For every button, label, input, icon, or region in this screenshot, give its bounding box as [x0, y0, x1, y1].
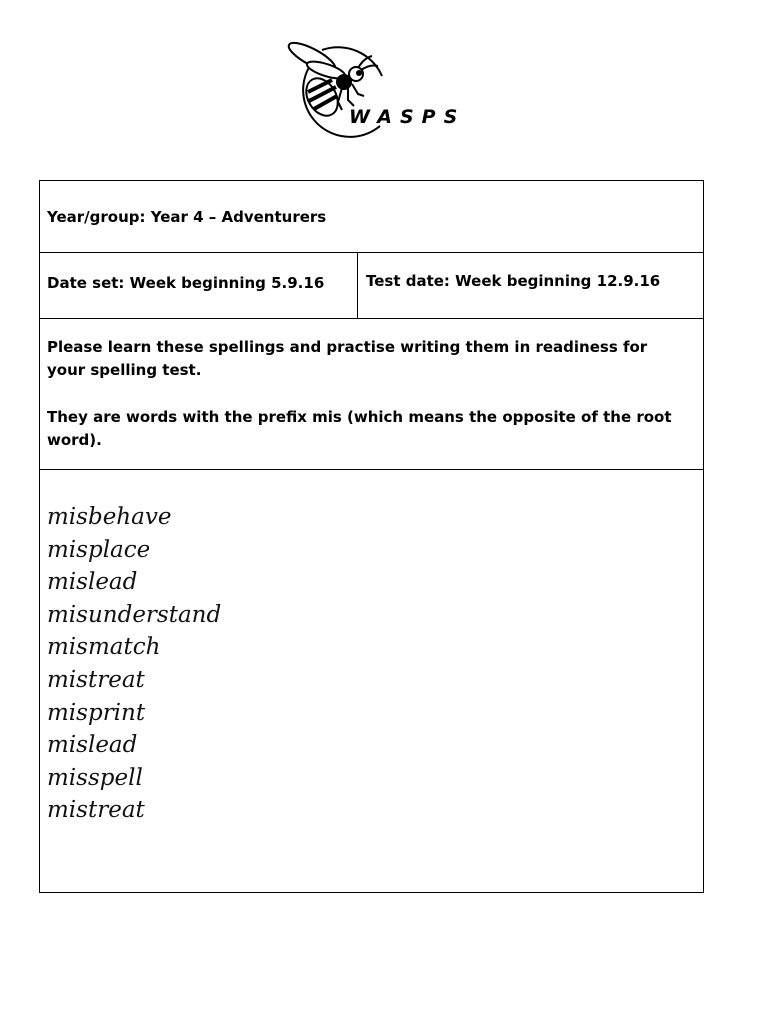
- prefix-explanation: They are words with the prefix mis (which means the opposite of the root word).: [47, 408, 672, 449]
- instructions-paragraph: Please learn these spellings and practise writing them in readiness for your spelling test.: [47, 338, 648, 379]
- spelling-word: misunderstand: [47, 601, 222, 628]
- year-group-row: [40, 181, 703, 253]
- spelling-word: misplace: [47, 536, 151, 563]
- spelling-word: misprint: [47, 699, 146, 726]
- spelling-sheet: [39, 180, 704, 893]
- year-group-label: Year/group: Year 4 – Adventurers: [47, 208, 327, 226]
- test-date-label: Test date: Week beginning 12.9.16: [366, 272, 661, 290]
- spelling-list: [47, 501, 221, 827]
- column-divider: [357, 253, 358, 318]
- instructions-row: [40, 319, 703, 470]
- spelling-word: misspell: [47, 764, 143, 791]
- date-set-label: Date set: Week beginning 5.9.16: [47, 274, 325, 292]
- spelling-word: mismatch: [47, 634, 161, 661]
- logo-text: WASPS: [349, 106, 466, 128]
- spelling-word: mistreat: [47, 797, 145, 824]
- spelling-word: mislead: [47, 569, 138, 596]
- spelling-word: mislead: [47, 732, 138, 759]
- spelling-word: mistreat: [47, 666, 145, 693]
- dates-row: [40, 253, 703, 319]
- spelling-word: misbehave: [47, 504, 172, 530]
